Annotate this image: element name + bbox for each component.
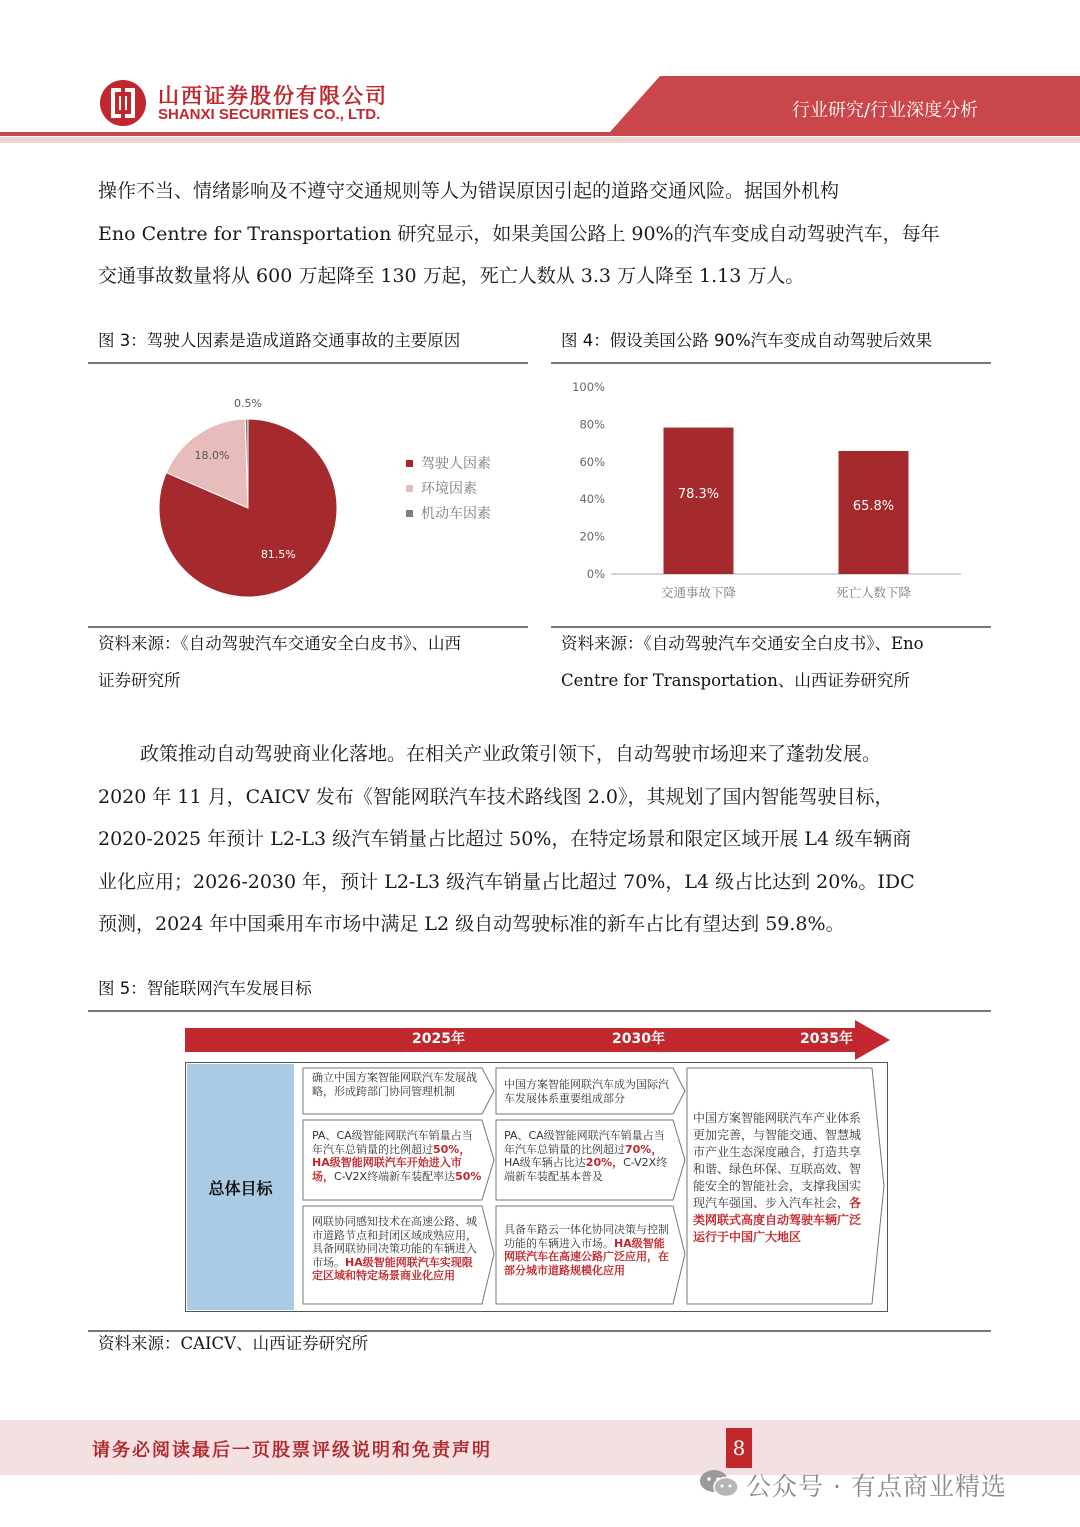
timeline-arrow [185, 1020, 895, 1060]
divider [88, 1010, 991, 1012]
text-line: 业化应用；2026-2030 年，预计 L2-L3 级汽车销量占比超过 70%，L4 级占比达到 20%。IDC [98, 870, 915, 893]
figure-3-source [98, 625, 523, 699]
goal-2030-2: PA、CA级智能网联汽车销量占当年汽车总销量的比例超过70%，HA级车辆占比达20%，C-V2X终端新车装配基本普及 [504, 1129, 668, 1183]
text-line: 2020-2025 年预计 L2-L3 级汽车销量占比超过 50%，在特定场景和限定区域开展 L4 级车辆商 [98, 828, 912, 850]
figure-5-title: 图 5：智能联网汽车发展目标 [98, 979, 312, 998]
source-line: 资料来源：《自动驾驶汽车交通安全白皮书》、山西 [98, 634, 461, 653]
body-paragraph-1 [98, 170, 984, 298]
text-line: 政策推动自动驾驶商业化落地。在相关产业政策引领下，自动驾驶市场迎来了蓬勃发展。 [140, 743, 882, 765]
text-line: 操作不当、情绪影响及不遵守交通规则等人为错误原因引起的道路交通风险。据国外机构 [98, 180, 840, 202]
company-name-en: SHANXI SECURITIES CO., LTD. [158, 106, 381, 123]
year-label: 2030年 [612, 1031, 665, 1047]
legend-label: 机动车因素 [421, 506, 491, 522]
goal-2025-2: PA、CA级智能网联汽车销量占当年汽车总销量的比例超过50%，HA级智能网联汽车开始进入市场，C-V2X终端新车装配率达50% [312, 1129, 482, 1183]
source-line: 资料来源：《自动驾驶汽车交通安全白皮书》、Eno [561, 634, 924, 653]
x-tick-label: 死亡人数下降 [835, 585, 912, 600]
divider [88, 362, 528, 364]
row-label: 总体目标 [187, 1064, 294, 1310]
legend-swatch [406, 460, 413, 467]
goal-2030-3: 具备车路云一体化协同决策与控制功能的车辆进入市场。HA级智能网联汽车在高速公路广泛应用，在部分城市道路规模化应用 [504, 1223, 669, 1277]
source-line: 证券研究所 [98, 671, 181, 690]
disclaimer-text: 请务必阅读最后一页股票评级说明和免责声明 [92, 1440, 492, 1461]
y-tick-label: 20% [579, 529, 605, 544]
y-tick-label: 40% [579, 492, 605, 507]
pie-data-label: 0.5% [234, 397, 262, 410]
body-paragraph-2 [98, 733, 984, 946]
legend-label: 环境因素 [421, 481, 477, 497]
goal-2035: 中国方案智能网联汽车产业体系更加完善，与智能交通、智慧城市产业生态深度融合，打造共享和谐、绿色环保、互联高效、智能安全的智能社会，支撑我国实现汽车强国、步入汽车社会，各类网联式高度自动驾驶车辆广泛运行于中国广大地区 [693, 1111, 862, 1244]
pie-data-label: 81.5% [260, 548, 296, 562]
bar-data-label: 78.3% [677, 486, 720, 502]
y-tick-label: 0% [586, 567, 605, 581]
figure-3-title: 图 3：驾驶人因素是造成道路交通事故的主要原因 [98, 331, 461, 350]
goal-2025-1: 确立中国方案智能网联汽车发展战略，形成跨部门协同管理机制 [312, 1071, 477, 1098]
y-tick-label: 100% [572, 380, 605, 394]
page-number: 8 [726, 1428, 752, 1468]
company-logo-icon [98, 78, 148, 128]
legend-swatch [406, 510, 413, 517]
figure-4-title: 图 4：假设美国公路 90%汽车变成自动驾驶后效果 [561, 331, 933, 350]
text-line: 预测，2024 年中国乘用车市场中满足 L2 级自动驾驶标准的新车占比有望达到 59.8%。 [98, 913, 845, 935]
text-line: Eno Centre for Transportation 研究显示，如果美国公路上 90%的汽车变成自动驾驶汽车，每年 [98, 222, 940, 245]
figure-5-source: 资料来源：CAICV、山西证券研究所 [98, 1334, 369, 1353]
source-line: Centre for Transportation、山西证券研究所 [561, 671, 910, 690]
x-tick-label: 交通事故下降 [660, 585, 737, 600]
year-label: 2035年 [800, 1031, 853, 1047]
wechat-icon [698, 1468, 740, 1498]
bar-data-label: 65.8% [852, 499, 895, 515]
divider [551, 362, 991, 364]
wechat-watermark: 公众号 · 有点商业精选 [746, 1472, 1007, 1501]
company-name-cn: 山西证券股份有限公司 [158, 84, 388, 108]
text-line: 2020 年 11 月，CAICV 发布《智能网联汽车技术路线图 2.0》，其规划了国内智能驾驶目标， [98, 785, 894, 808]
year-label: 2025年 [412, 1031, 465, 1047]
header-banner [0, 0, 1080, 150]
legend-label: 驾驶人因素 [421, 456, 491, 472]
figure-4-source [561, 625, 986, 699]
text-line: 交通事故数量将从 600 万起降至 130 万起，死亡人数从 3.3 万人降至 1.13 万人。 [98, 265, 805, 287]
report-category: 行业研究/行业深度分析 [792, 100, 979, 121]
goal-2030-1: 中国方案智能网联汽车成为国际汽车发展体系重要组成部分 [504, 1078, 669, 1105]
pie-data-label: 18.0% [194, 449, 230, 463]
y-tick-label: 60% [579, 454, 605, 469]
bar-chart [551, 365, 991, 620]
goal-2025-3: 网联协同感知技术在高速公路、城市道路节点和封闭区域成熟应用，具备网联协同决策功能的车辆进入市场。HA级智能网联汽车实现限定区域和特定场景商业化应用 [312, 1215, 477, 1282]
legend-swatch [406, 485, 413, 492]
pie-chart [88, 365, 528, 620]
y-tick-label: 80% [579, 417, 605, 432]
